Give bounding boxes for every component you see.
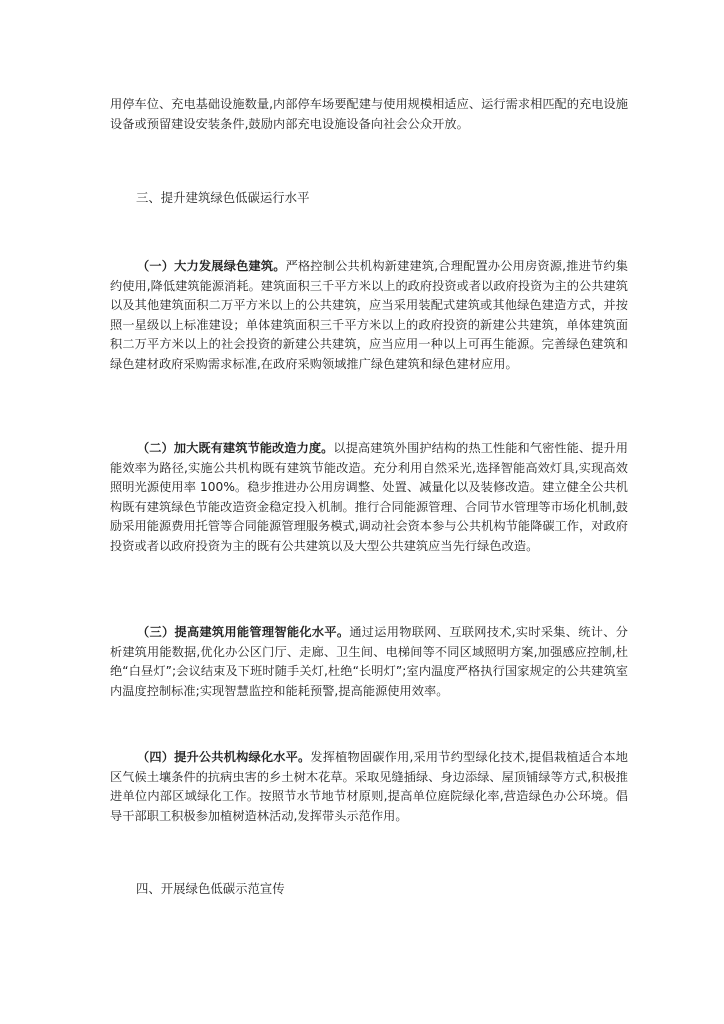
section-4-heading: 四、开展绿色低碳示范宣传 [136, 881, 285, 896]
document-page [110, 0, 628, 1024]
item-3-lead: （三）提高建筑用能管理智能化水平。 [137, 625, 350, 639]
item-3-body: 通过运用物联网、互联网技术,实时采集、统计、分析建筑用能数据,优化办公区门厅、走廊、卫生间、电梯间等不同区域照明方案,加强感应控制,杜绝“白昼灯”;会议结束及下班时随手关灯,杜绝“长明灯”;室内温度严格执行国家规定的公共建筑室内温度控制标准;实现智慧监控和能耗预警,提高能源使用效率。 [110, 625, 628, 698]
item-1-lead: （一）大力发展绿色建筑。 [137, 259, 286, 273]
item-4-paragraph [110, 748, 628, 826]
section-3-heading: 三、提升建筑绿色低碳运行水平 [136, 190, 310, 205]
item-3-paragraph [110, 623, 628, 701]
item-1-body: 严格控制公共机构新建建筑,合理配置办公用房资源,推进节约集约使用,降低建筑能源消耗。建筑面积三千平方米以上的政府投资或者以政府投资为主的公共建筑以及其他建筑面积二万平方米以上的公共建筑，应当采用装配式建筑或其他绿色建造方式，并按照一星级以上标准建设；单体建筑面积三千平方米以上的政府投资的新建公共建筑，单体建筑面积二万平方米以上的社会投资的新建公共建筑，应当应用一种以上可再生能源。完善绿色建筑和绿色建材政府采购需求标准,在政府采购领域推广绿色建筑和绿色建材应用。 [110, 259, 628, 371]
item-1-paragraph [110, 257, 628, 374]
item-4-body: 发挥植物固碳作用,采用节约型绿化技术,提倡栽植适合本地区气候土壤条件的抗病虫害的乡土树木花草。采取见缝插绿、身边添绿、屋顶铺绿等方式,积极推进单位内部区域绿化工作。按照节水节地节材原则,提高单位庭院绿化率,营造绿色办公环境。倡导干部职工积极参加植树造林活动,发挥带头示范作用。 [110, 750, 628, 823]
item-2-body: 以提高建筑外围护结构的热工性能和气密性能、提升用能效率为路径,实施公共机构既有建筑节能改造。充分利用自然采光,选择智能高效灯具,实现高效照明光源使用率 100%。稳步推进办公用房调整、处置、减量化以及装修改造。建立健全公共机构既有建筑绿色节能改造资金稳定投入机制。推行合同能源管理、合同节水管理等市场化机制,鼓励采用能源费用托管等合同能源管理服务模式,调动社会资本参与公共机构节能降碳工作，对政府投资或者以政府投资为主的既有公共建筑以及大型公共建筑应当先行绿色改造。 [110, 441, 628, 553]
item-4-lead: （四）提升公共机构绿化水平。 [137, 750, 311, 764]
intro-paragraph: 用停车位、充电基础设施数量,内部停车场要配建与使用规模相适应、运行需求相匹配的充电设施设备或预留建设安装条件,鼓励内部充电设施设备向社会公众开放。 [110, 97, 628, 131]
item-2-paragraph [110, 439, 628, 556]
item-2-lead: （二）加大既有建筑节能改造力度。 [137, 441, 334, 455]
